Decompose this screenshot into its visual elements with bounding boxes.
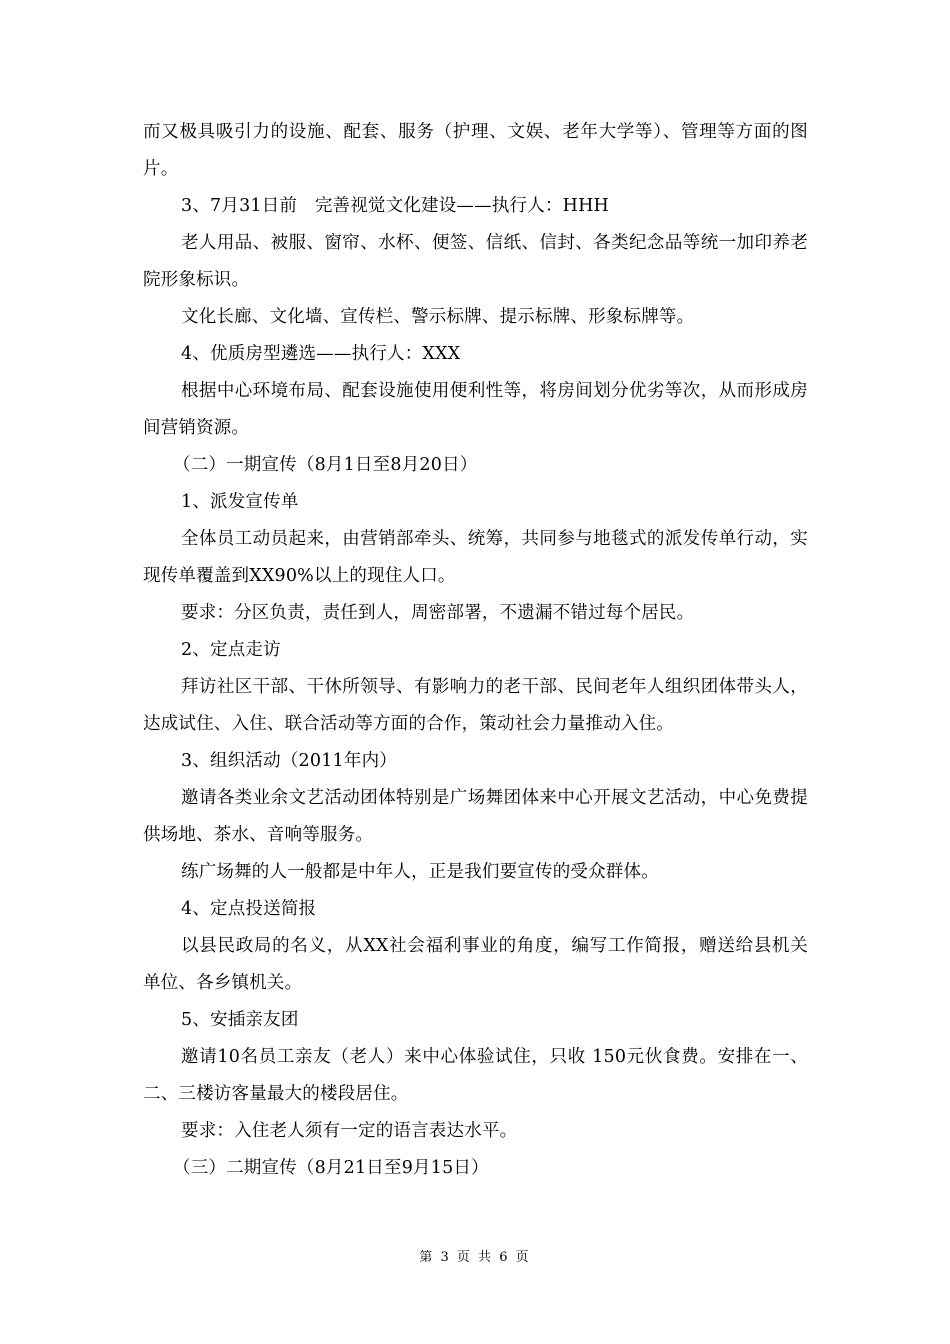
paragraph-friends-requirements: 要求：入住老人须有一定的语言表达水平。 [181,1121,518,1141]
item-heading-visual-culture: 3、7月31日前 完善视觉文化建设——执行人：HHH [181,196,610,216]
item-heading-activities: 3、组织活动（2011年内） [181,751,397,771]
section-heading-phase-two: （三）二期宣传（8月21日至9月15日） [173,1158,489,1178]
document-body [143,114,808,1187]
paragraph-activities: 邀请各类业余文艺活动团体特别是广场舞团体来中心开展文艺活动，中心免费提供场地、茶水、音响等服务。 [143,788,808,845]
paragraph-elderly-supplies: 老人用品、被服、窗帘、水杯、便签、信纸、信封、各类纪念品等统一加印养老院形象标识。 [143,233,808,290]
item-heading-visits: 2、定点走访 [181,640,281,660]
page-footer: 第 3 页 共 6 页 [419,1250,531,1265]
paragraph-culture-corridor: 文化长廊、文化墙、宣传栏、警示标牌、提示标牌、形象标牌等。 [181,307,695,327]
paragraph-room-resources: 根据中心环境布局、配套设施使用便利性等，将房间划分优劣等次，从而形成房间营销资源。 [143,381,808,438]
item-heading-room-selection: 4、优质房型遴选——执行人：XXX [181,344,461,364]
section-heading-phase-one: （二）一期宣传（8月1日至8月20日） [173,455,478,475]
paragraph-square-dance: 练广场舞的人一般都是中年人，正是我们要宣传的受众群体。 [181,862,659,882]
paragraph-friends-group: 邀请10名员工亲友（老人）来中心体验试住，只收 150元伙食费。安排在一、二、三楼访客量最大的楼段居住。 [143,1047,808,1104]
item-heading-briefings: 4、定点投送简报 [181,899,317,919]
paragraph-briefings: 以县民政局的名义，从XX社会福利事业的角度，编写工作简报，赠送给县机关单位、各乡镇机关。 [143,936,808,993]
paragraph-visits: 拜访社区干部、干休所领导、有影响力的老干部、民间老年人组织团体带头人，达成试住、入住、联合活动等方面的合作，策动社会力量推动入住。 [143,677,808,734]
item-heading-friends-group: 5、安插亲友团 [181,1010,299,1030]
paragraph-flyer-campaign: 全体员工动员起来，由营销部牵头、统筹，共同参与地毯式的派发传单行动，实现传单覆盖到XX90%以上的现住人口。 [143,529,808,586]
item-heading-flyers: 1、派发宣传单 [181,492,299,512]
paragraph-continuation: 而又极具吸引力的设施、配套、服务（护理、文娱、老年大学等）、管理等方面的图片。 [143,122,808,179]
paragraph-flyer-requirements: 要求：分区负责，责任到人，周密部署，不遗漏不错过每个居民。 [181,603,695,623]
